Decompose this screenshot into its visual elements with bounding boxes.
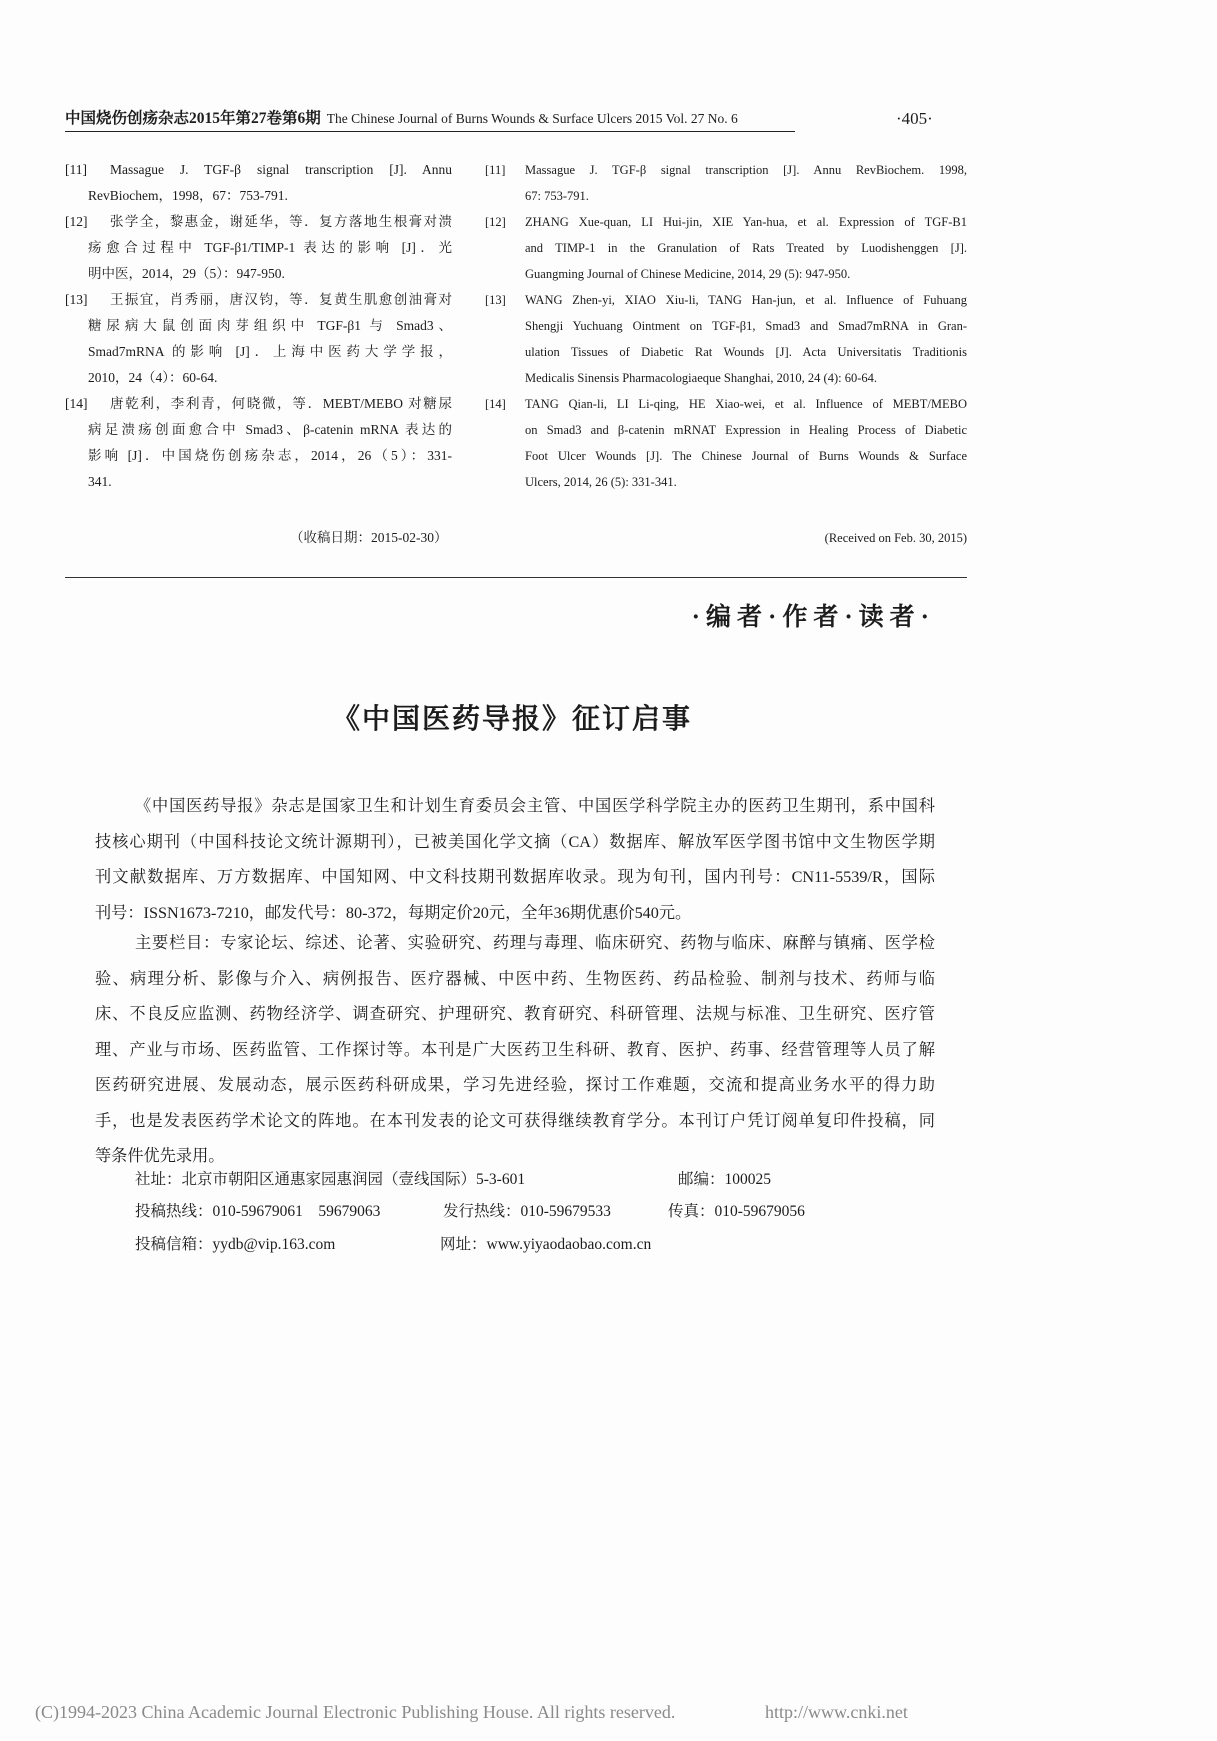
reference-entry [485,391,967,495]
contact-postcode: 邮编：100025 [678,1171,772,1188]
paragraph-line: 技核心期刊（中国科技论文统计源期刊），已被美国化学文摘（CA）数据库、解放军医学图书馆中文生物医学期 [95,832,935,851]
running-header [65,107,795,132]
reference-entry [65,157,452,209]
reference-line: 341. [88,474,112,489]
received-date-en: (Received on Feb. 30, 2015) [824,531,967,545]
paragraph-line: 等条件优先录用。 [95,1147,225,1165]
reference-line: 糖尿病大鼠创面肉芽组织中 TGF-β1 与 Smad3、 [88,318,452,333]
reference-line: Guangming Journal of Chinese Medicine, 2014, 29 (5): 947-950. [525,267,851,281]
reference-line: 张学全，黎惠金，谢延华，等．复方落地生根膏对溃 [110,214,452,229]
section-heading: ·编者·作者·读者· [691,604,935,631]
contact-submission-hotline: 投稿热线：010-59679061 59679063 [135,1203,381,1220]
received-date-cn: （收稿日期：2015-02-30） [290,530,448,545]
reference-line: ZHANG Xue-quan, LI Hui-jin, XIE Yan-hua, et al. Expression of TGF-B1 [525,215,967,229]
reference-entry [65,209,452,287]
paragraph-line: 手，也是发表医药学术论文的阵地。在本刊发表的论文可获得继续教育学分。本刊订户凭订阅单复印件投稿，同 [95,1111,935,1130]
references-en [485,157,967,495]
reference-label: [12] [485,215,506,229]
paragraph-line: 床、不良反应监测、药物经济学、调查研究、护理研究、教育研究、科研管理、法规与标准、卫生研究、医疗管 [95,1005,935,1023]
reference-label: [11] [65,162,87,177]
reference-line: TANG Qian-li, LI Li-qing, HE Xiao-wei, et al. Influence of MEBT/MEBO [525,397,967,411]
contact-website: 网址：www.yiyaodaobao.com.cn [440,1236,652,1253]
reference-line: 王振宜，肖秀丽，唐汉钧，等．复黄生肌愈创油膏对 [110,292,452,307]
contact-fax: 传真：010-59679056 [668,1203,805,1220]
reference-label: [11] [485,163,506,177]
paragraph-line: 主要栏目：专家论坛、综述、论著、实验研究、药理与毒理、临床研究、药物与临床、麻醉与镇痛、医学检 [135,934,935,952]
paragraph-line: 验、病理分析、影像与介入、病例报告、医疗器械、中医中药、生物医药、药品检验、制剂与技术、药师与临 [95,969,935,988]
reference-label: [13] [65,292,88,307]
reference-line: and TIMP-1 in the Granulation of Rats Treated by Luodishenggen [J]. [525,241,967,255]
reference-label: [14] [65,396,88,411]
section-divider [65,577,967,578]
contact-email: 投稿信箱：yydb@vip.163.com [135,1236,336,1253]
reference-line: RevBiochem，1998，67：753-791. [88,188,288,203]
reference-label: [14] [485,397,506,411]
reference-line: Ulcers, 2014, 26 (5): 331-341. [525,475,677,489]
reference-line: Massague J. TGF-β signal transcription [J]. Annu RevBiochem. 1998, [525,163,967,177]
reference-line: Smad7mRNA 的影响 [J]．上海中医药大学学报， [88,344,452,359]
notice-paragraph [95,789,935,931]
paragraph-line: 医药研究进展、发展动态，展示医药科研成果，学习先进经验，探讨工作难题，交流和提高业务水平的得力助 [95,1076,935,1094]
reference-line: Medicalis Sinensis Pharmacologiaeque Shanghai, 2010, 24 (4): 60-64. [525,371,878,385]
reference-entry [65,391,452,495]
reference-label: [12] [65,214,88,229]
reference-line: Shengji Yuchuang Ointment on TGF-β1, Smad3 and Smad7mRNA in Gran- [525,319,967,333]
reference-entry [65,287,452,391]
reference-line: Massague J. TGF-β signal transcription [J]. Annu [110,162,452,177]
reference-line: 67: 753-791. [525,189,589,203]
references-cn [65,157,452,495]
reference-line: 2010，24（4）：60-64. [88,370,218,385]
reference-line: WANG Zhen-yi, XIAO Xiu-li, TANG Han-jun, et al. Influence of Fuhuang [525,293,967,307]
reference-line: 影响 [J]．中国烧伤创疡杂志，2014，26（5）：331- [88,448,452,463]
paragraph-line: 刊号：ISSN1673-7210，邮发代号：80-372，每期定价20元，全年36期优惠价540元。 [95,903,692,922]
reference-line: ulation Tissues of Diabetic Rat Wounds [J]. Acta Universitatis Traditionis [525,345,967,359]
reference-label: [13] [485,293,506,307]
footer-url: http://www.cnki.net [765,1702,908,1722]
notice-paragraph [95,926,935,1175]
reference-line: 疡愈合过程中 TGF-β1/TIMP-1 表达的影响 [J]．光 [88,240,452,255]
contact-distribution-hotline: 发行热线：010-59679533 [443,1203,611,1220]
reference-entry [485,209,967,287]
journal-title-en: The Chinese Journal of Burns Wounds & Surface Ulcers 2015 Vol. 27 No. 6 [326,111,738,126]
paragraph-line: 《中国医药导报》杂志是国家卫生和计划生育委员会主管、中国医学科学院主办的医药卫生期刊，系中国科 [135,797,935,815]
footer-copyright: (C)1994-2023 China Academic Journal Electronic Publishing House. All rights reserved. [35,1702,676,1722]
journal-title-cn: 中国烧伤创疡杂志2015年第27卷第6期 [65,110,321,127]
contact-address: 社址：北京市朝阳区通惠家园惠润园（壹线国际）5-3-601 [135,1171,526,1188]
reference-line: 明中医，2014，29（5）：947-950. [88,266,285,281]
paragraph-line: 刊文献数据库、万方数据库、中国知网、中文科技期刊数据库收录。现为旬刊，国内刊号：CN11-5539/R，国际 [95,868,935,886]
paragraph-line: 理、产业与市场、医药监管、工作探讨等。本刊是广大医药卫生科研、教育、医护、药事、经营管理等人员了解 [95,1040,935,1059]
reference-entry [485,287,967,391]
reference-line: on Smad3 and β-catenin mRNAT Expression in Healing Process of Diabetic [525,423,967,437]
reference-entry [485,157,967,209]
page-number: ·405· [896,109,933,128]
reference-line: 唐乾利，李利青，何晓微，等．MEBT/MEBO 对糖尿 [110,396,452,411]
notice-title: 《中国医药导报》征订启事 [331,704,692,735]
reference-line: 病足溃疡创面愈合中 Smad3、β-catenin mRNA 表达的 [88,422,452,437]
reference-line: Foot Ulcer Wounds [J]. The Chinese Journal of Burns Wounds & Surface [525,449,967,463]
